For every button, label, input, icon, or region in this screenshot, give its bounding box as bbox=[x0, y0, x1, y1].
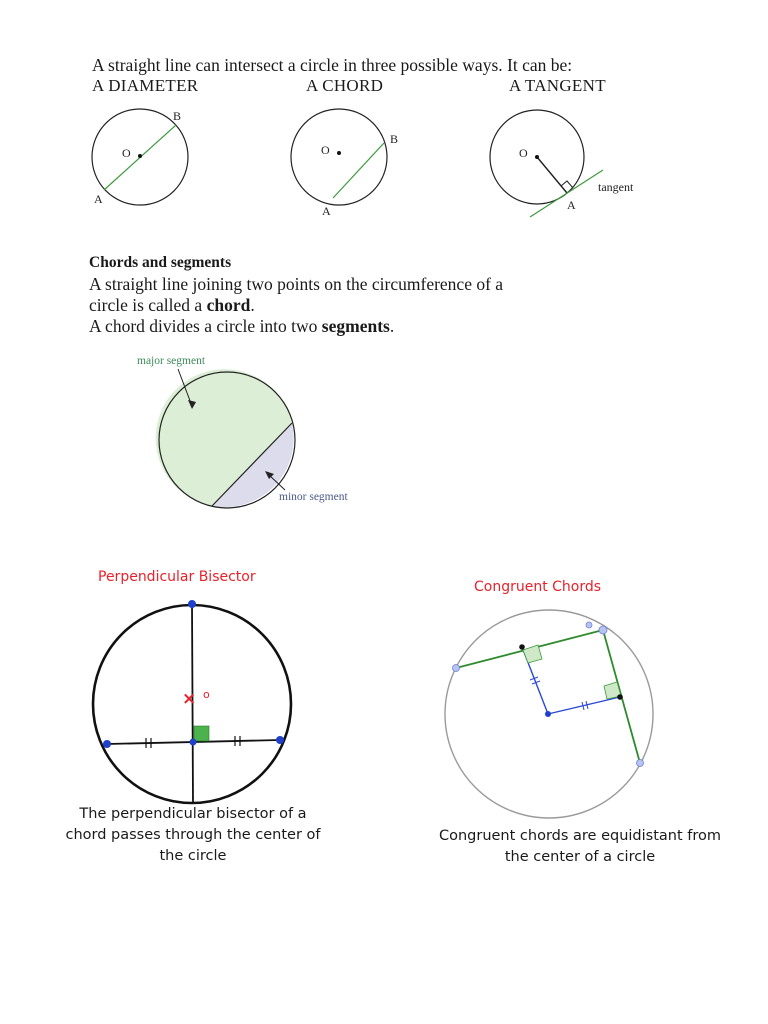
cc-point-top bbox=[599, 626, 607, 634]
chord-label-a: A bbox=[322, 204, 331, 218]
cc-midpoint-1 bbox=[519, 644, 525, 650]
chord-term: chord bbox=[206, 295, 251, 315]
diameter-label-a: A bbox=[94, 192, 103, 206]
chord-circle bbox=[291, 109, 387, 205]
congruent-caption: Congruent chords are equidistant from the center of a circle bbox=[438, 828, 722, 865]
pb-top-point bbox=[188, 600, 196, 608]
chords-line-3 bbox=[89, 316, 394, 337]
perpendicular-caption: The perpendicular bisector of a chord passes through the center of the circle bbox=[65, 806, 321, 864]
pb-left-point bbox=[103, 740, 111, 748]
chord-label-o: O bbox=[321, 143, 330, 157]
pb-center-mark: × bbox=[182, 689, 197, 709]
perpendicular-figure bbox=[93, 600, 291, 803]
diameter-figure bbox=[92, 109, 188, 206]
tangent-figure bbox=[490, 110, 634, 217]
pb-midpoint bbox=[190, 739, 197, 746]
cc-point-left bbox=[453, 665, 460, 672]
cc-point-bottom bbox=[637, 760, 644, 767]
chord-line bbox=[333, 143, 384, 198]
chords-line-2-end: . bbox=[250, 295, 255, 315]
chords-line-3-text: A chord divides a circle into two bbox=[89, 316, 322, 336]
tangent-radius bbox=[537, 157, 567, 193]
tangent-label-o: O bbox=[519, 146, 528, 160]
pb-center-label: o bbox=[203, 688, 210, 701]
cc-midpoint-2 bbox=[617, 694, 623, 700]
pb-right-point bbox=[276, 736, 284, 744]
tangent-center-point bbox=[535, 155, 539, 159]
chord-title: A CHORD bbox=[306, 76, 384, 95]
chord-label-b: B bbox=[390, 132, 399, 146]
tangent-label-text: tangent bbox=[598, 180, 634, 194]
diameter-label-b: B bbox=[173, 109, 182, 123]
tangent-title: A TANGENT bbox=[509, 76, 606, 95]
cc-center-point bbox=[545, 711, 551, 717]
chords-line-2 bbox=[89, 295, 255, 316]
chord-center-point bbox=[337, 151, 341, 155]
minor-segment-label: minor segment bbox=[279, 491, 348, 503]
chords-line-1: A straight line joining two points on the circumference of a bbox=[89, 274, 504, 294]
chords-line-3-end: . bbox=[389, 316, 395, 336]
cc-right-angle-1 bbox=[523, 645, 542, 663]
diameter-title: A DIAMETER bbox=[92, 76, 199, 95]
intro-text: A straight line can intersect a circle in three possible ways. It can be: bbox=[92, 55, 573, 75]
perpendicular-title: Perpendicular Bisector bbox=[98, 569, 256, 585]
chords-line-2-text: circle is called a bbox=[89, 295, 207, 315]
cc-distance-2 bbox=[548, 697, 620, 714]
segments-figure bbox=[137, 355, 348, 508]
congruent-title: Congruent Chords bbox=[474, 579, 602, 595]
pb-right-angle bbox=[194, 726, 209, 741]
chord-figure bbox=[291, 109, 398, 218]
diameter-label-o: O bbox=[122, 146, 131, 160]
tangent-label-a: A bbox=[567, 198, 576, 212]
congruent-figure bbox=[445, 610, 653, 818]
segments-term: segments bbox=[321, 316, 390, 336]
major-segment-label: major segment bbox=[137, 355, 206, 367]
chords-heading: Chords and segments bbox=[89, 254, 232, 271]
diameter-center-point bbox=[138, 154, 142, 158]
cc-point-top2 bbox=[586, 622, 592, 628]
